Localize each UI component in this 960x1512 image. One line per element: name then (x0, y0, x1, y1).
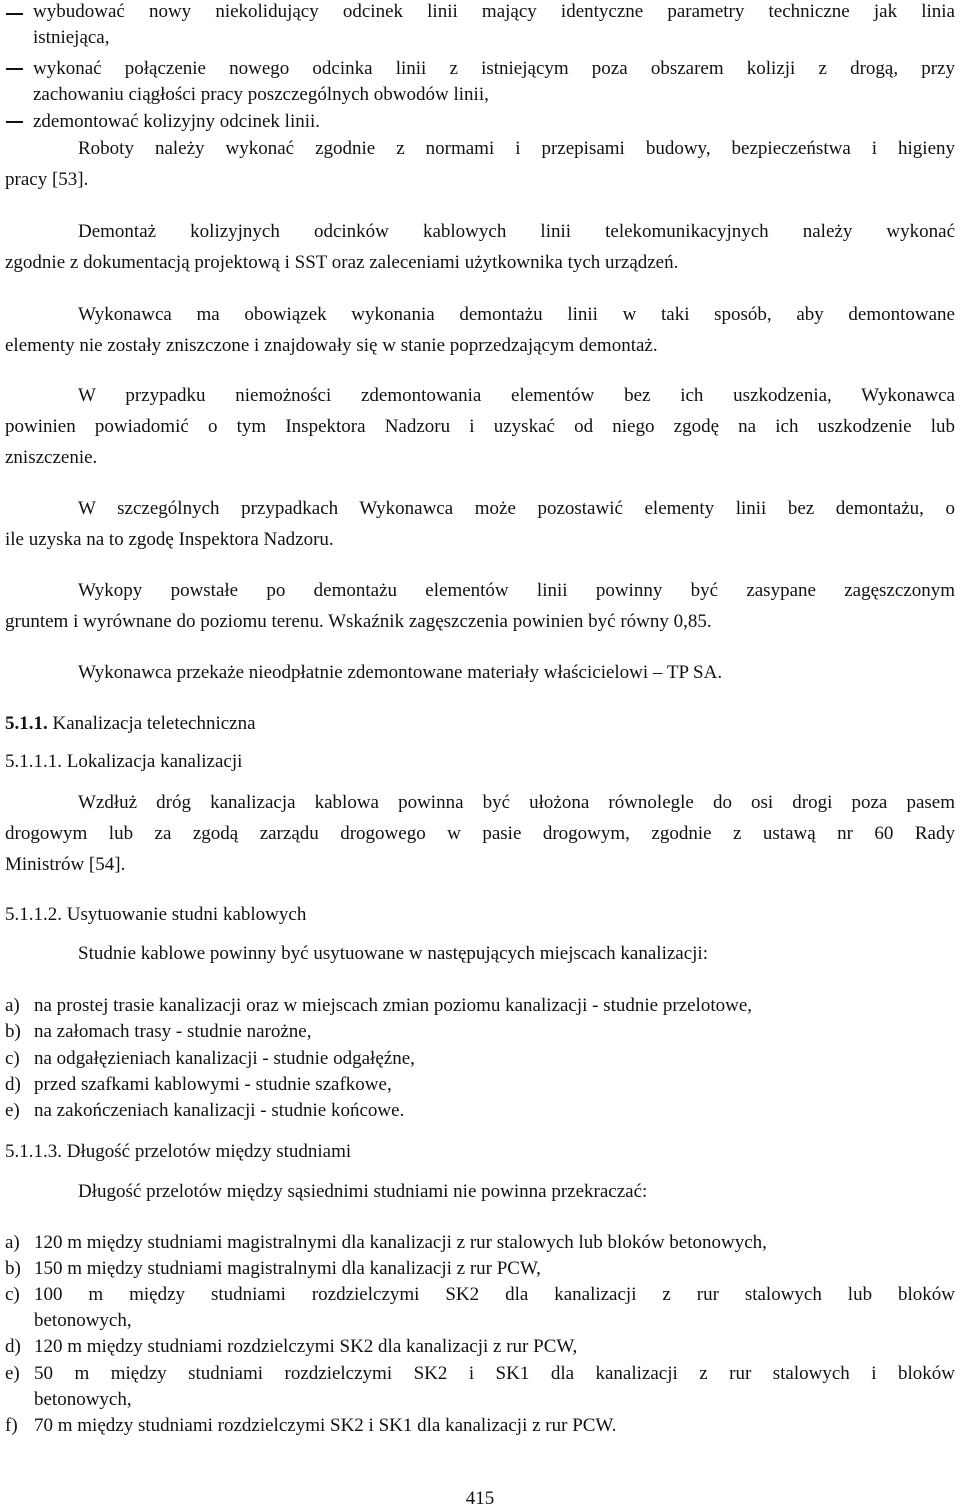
heading-text: Długość przelotów między studniami (62, 1141, 352, 1162)
list-text: 120 m między studniami magistralnymi dla kanalizacji z rur stalowych lub bloków betonowych, (34, 1232, 767, 1253)
list-item-line: istniejąca, (33, 27, 110, 48)
list-label: d) (5, 1074, 21, 1095)
heading-text: Lokalizacja kanalizacji (62, 751, 243, 772)
paragraph-line: Wykonawca ma obowiązek wykonania demontażu linii w taki sposób, aby demontowane (78, 304, 955, 325)
list-text: na zakończeniach kanalizacji - studnie końcowe. (34, 1100, 405, 1121)
paragraph-line: drogowym lub za zgodą zarządu drogowego w pasie drogowym, zgodnie z ustawą nr 60 Rady (5, 823, 955, 844)
list-item (5, 993, 752, 1019)
paragraph-line: Studnie kablowe powinny być usytuowane w następujących miejscach kanalizacji: (78, 943, 708, 964)
list-label: b) (5, 1021, 21, 1042)
section-heading (5, 749, 242, 775)
list-item (5, 1334, 577, 1360)
paragraph-line: pracy [53]. (5, 169, 89, 190)
list-item (5, 1413, 616, 1439)
paragraph-line: zniszczenie. (5, 447, 98, 468)
paragraph-line: gruntem i wyrównane do poziomu terenu. Wskaźnik zagęszczenia powinien być równy 0,85. (5, 611, 712, 632)
dash-bullet (6, 68, 23, 70)
list-label: a) (5, 1232, 20, 1253)
list-text: 100 m między studniami rozdzielczymi SK2 dla kanalizacji z rur stalowych lub bloków (34, 1284, 955, 1305)
paragraph-line: Wykonawca przekaże nieodpłatnie zdemontowane materiały właścicielowi – TP SA. (78, 662, 723, 683)
list-label: e) (5, 1100, 20, 1121)
heading-number: 5.1.1.3. (5, 1141, 62, 1162)
heading-text: Kanalizacja teletechniczna (47, 713, 256, 734)
list-label: a) (5, 995, 20, 1016)
paragraph-line: Roboty należy wykonać zgodnie z normami i przepisami budowy, bezpieczeństwa i higieny (78, 138, 955, 159)
paragraph-line: elementy nie zostały zniszczone i znajdowały się w stanie poprzedzającym demontaż. (5, 335, 658, 356)
list-text: betonowych, (34, 1310, 132, 1331)
list-item (5, 1072, 392, 1098)
list-item (5, 1256, 541, 1282)
list-label: b) (5, 1258, 21, 1279)
list-text: 50 m między studniami rozdzielczymi SK2 i SK1 dla kanalizacji z rur stalowych i bloków (34, 1363, 955, 1384)
list-text: przed szafkami kablowymi - studnie szafkowe, (34, 1074, 392, 1095)
list-text: 120 m między studniami rozdzielczymi SK2 dla kanalizacji z rur PCW, (34, 1336, 578, 1357)
paragraph-line: W szczególnych przypadkach Wykonawca może pozostawić elementy linii bez demontażu, o (78, 498, 955, 519)
list-item-line: wykonać połączenie nowego odcinka linii z istniejącym poza obszarem kolizji z drogą, przy (33, 58, 955, 79)
dash-bullet (6, 121, 23, 123)
paragraph-line: Ministrów [54]. (5, 854, 126, 875)
paragraph-line: W przypadku niemożności zdemontowania elementów bez ich uszkodzenia, Wykonawca (78, 385, 955, 406)
heading-number: 5.1.1.2. (5, 904, 62, 925)
paragraph-line: zgodnie z dokumentacją projektową i SST oraz zaleceniami użytkownika tych urządzeń. (5, 252, 679, 273)
heading-number: 5.1.1.1. (5, 751, 62, 772)
list-label: f) (5, 1415, 18, 1436)
heading-number: 5.1.1. (5, 713, 48, 734)
list-item-line: zachowaniu ciągłości pracy poszczególnych obwodów linii, (33, 84, 489, 105)
list-label: e) (5, 1363, 20, 1384)
heading-text: Usytuowanie studni kablowych (62, 904, 307, 925)
list-item (5, 1230, 767, 1256)
dash-bullet (6, 13, 23, 15)
list-text: betonowych, (34, 1389, 132, 1410)
paragraph-line: ile uzyska na to zgodę Inspektora Nadzoru. (5, 529, 334, 550)
list-label: c) (5, 1284, 20, 1305)
list-label: c) (5, 1048, 20, 1069)
list-item (5, 1098, 404, 1124)
section-heading (5, 902, 306, 928)
section-heading (5, 711, 256, 737)
list-text: na załomach trasy - studnie narożne, (34, 1021, 312, 1042)
paragraph-line: Długość przelotów między sąsiednimi studniami nie powinna przekraczać: (78, 1181, 648, 1202)
list-item (5, 1046, 415, 1072)
page-number: 415 (465, 1488, 495, 1509)
list-text: 150 m między studniami magistralnymi dla kanalizacji z rur PCW, (34, 1258, 541, 1279)
list-item-line: zdemontować kolizyjny odcinek linii. (33, 111, 321, 132)
paragraph-line: Wykopy powstałe po demontażu elementów linii powinny być zasypane zagęszczonym (78, 580, 955, 601)
list-text: na prostej trasie kanalizacji oraz w miejscach zmian poziomu kanalizacji - studnie przelotowe, (34, 995, 753, 1016)
list-text: na odgałęzieniach kanalizacji - studnie odgałęźne, (34, 1048, 415, 1069)
paragraph-line: Wzdłuż dróg kanalizacja kablowa powinna być ułożona równolegle do osi drogi poza pasem (78, 792, 955, 813)
paragraph-line: Demontaż kolizyjnych odcinków kablowych linii telekomunikacyjnych należy wykonać (78, 221, 955, 242)
list-item-line: wybudować nowy niekolidujący odcinek linii mający identyczne parametry techniczne jak linia (33, 1, 955, 22)
list-item (5, 1019, 312, 1045)
list-text: 70 m między studniami rozdzielczymi SK2 i SK1 dla kanalizacji z rur PCW. (34, 1415, 617, 1436)
section-heading (5, 1139, 351, 1165)
list-label: d) (5, 1336, 21, 1357)
paragraph-line: powinien powiadomić o tym Inspektora Nadzoru i uzyskać od niego zgodę na ich uszkodzenie lub (5, 416, 955, 437)
